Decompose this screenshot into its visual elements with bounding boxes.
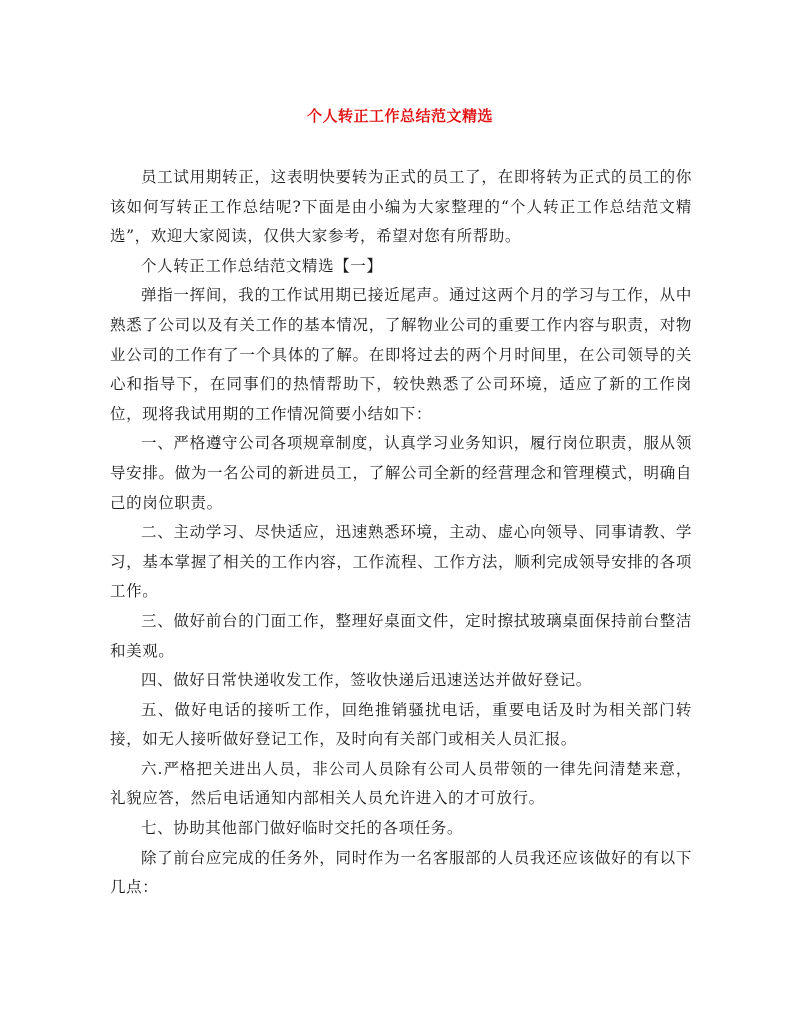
paragraph: 五、做好电话的接听工作，回绝推销骚扰电话，重要电话及时为相关部门转接，如无人接听做好登记工作，及时向有关部门或相关人员汇报。 xyxy=(110,700,692,749)
paragraph: 除了前台应完成的任务外，同时作为一名客服部的人员我还应该做好的有以下几点： xyxy=(110,848,692,897)
paragraph: 员工试用期转正，这表明快要转为正式的员工了，在即将转为正式的员工的你该如何写转正工作总结呢?下面是由小编为大家整理的“个人转正工作总结范文精选”，欢迎大家阅读，仅供大家参考，希望对您有所帮助。 xyxy=(110,168,692,246)
paragraph: 七、协助其他部门做好临时交托的各项任务。 xyxy=(141,819,464,838)
section-heading: 个人转正工作总结范文精选【一】 xyxy=(141,256,383,275)
paragraph: 三、做好前台的门面工作，整理好桌面文件，定时擦拭玻璃桌面保持前台整洁和美观。 xyxy=(110,611,692,660)
document-title: 个人转正工作总结范文精选 xyxy=(306,107,493,125)
paragraph: 二、主动学习、尽快适应，迅速熟悉环境，主动、虚心向领导、同事请教、学习，基本掌握了相关的工作内容，工作流程、工作方法，顺利完成领导安排的各项工作。 xyxy=(110,523,692,601)
paragraph: 一、严格遵守公司各项规章制度，认真学习业务知识，履行岗位职责，服从领导安排。做为一名公司的新进员工，了解公司全新的经营理念和管理模式，明确自己的岗位职责。 xyxy=(110,434,692,512)
paragraph: 六.严格把关进出人员，非公司人员除有公司人员带领的一律先问清楚来意，礼貌应答，然后电话通知内部相关人员允许进入的才可放行。 xyxy=(110,759,692,808)
paragraph: 弹指一挥间，我的工作试用期已接近尾声。通过这两个月的学习与工作，从中熟悉了公司以及有关工作的基本情况，了解物业公司的重要工作内容与职责，对物业公司的工作有了一个具体的了解。在即将过去的两个月时间里，在公司领导的关心和指导下，在同事们的热情帮助下，较快熟悉了公司环境，适应了新的工作岗位，现将我试用期的工作情况简要小结如下： xyxy=(110,286,692,423)
document-body xyxy=(110,163,692,903)
paragraph: 四、做好日常快递收发工作，签收快递后迅速送达并做好登记。 xyxy=(141,671,592,690)
